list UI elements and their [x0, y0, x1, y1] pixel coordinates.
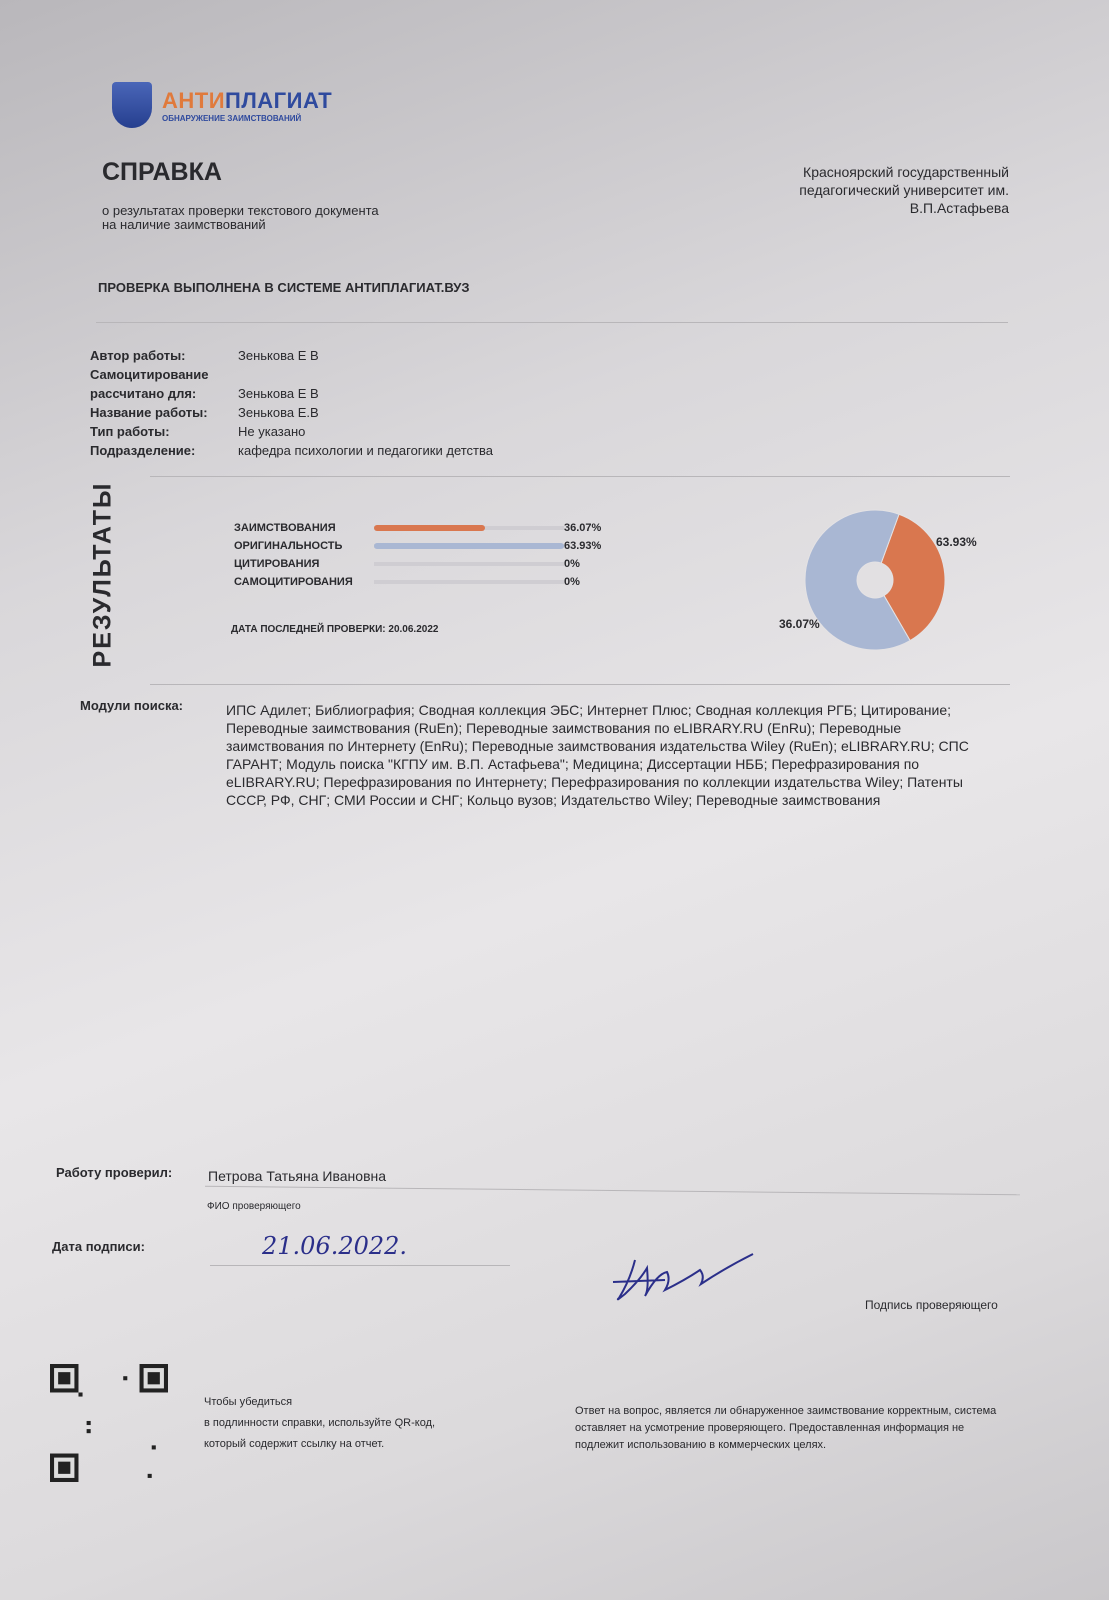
meta-row — [90, 384, 493, 403]
document-subtitle — [102, 204, 482, 232]
meta-value: Не указано — [238, 424, 306, 439]
metric-row — [234, 555, 624, 573]
metric-value: 0% — [564, 576, 580, 588]
qr-text-line: который содержит ссылку на отчет. — [204, 1438, 385, 1450]
logo-part1: АНТИ — [162, 88, 226, 113]
metric-row — [234, 519, 624, 537]
metric-row — [234, 537, 624, 555]
modules-label: Модули поиска: — [80, 698, 184, 713]
checked-by-value: Петрова Татьяна Ивановна — [208, 1168, 387, 1184]
fio-caption: ФИО проверяющего — [207, 1201, 301, 1212]
meta-row — [90, 403, 493, 422]
results-donut-chart — [800, 505, 950, 655]
logo-part2: ПЛАГИАТ — [225, 88, 333, 113]
metric-label: ОРИГИНАЛЬНОСТЬ — [234, 540, 343, 552]
signature-date-label: Дата подписи: — [52, 1239, 145, 1254]
meta-label: Автор работы: — [90, 348, 186, 363]
divider — [150, 684, 1010, 685]
metric-bar-track — [374, 580, 564, 584]
donut-label-original: 63.93% — [936, 535, 977, 549]
metric-value: 63.93% — [564, 540, 602, 552]
org-line: В.П.Астафьева — [909, 200, 1009, 216]
divider — [96, 322, 1008, 323]
meta-row — [90, 346, 493, 365]
document-title: СПРАВКА — [102, 158, 222, 186]
qr-instructions — [204, 1392, 514, 1455]
work-metadata — [90, 346, 493, 460]
org-line: Красноярский государственный — [803, 164, 1009, 180]
qr-code[interactable] — [50, 1364, 168, 1482]
handwritten-signature — [605, 1250, 765, 1310]
antiplagiat-logo — [162, 88, 332, 114]
organization — [709, 163, 1009, 217]
signature-date-value: 21.06.2022. — [262, 1232, 408, 1260]
meta-label: Название работы: — [90, 405, 208, 420]
org-line: педагогический университет им. — [799, 182, 1009, 198]
divider — [210, 1265, 510, 1266]
signature-caption: Подпись проверяющего — [865, 1298, 998, 1312]
subtitle-line: о результатах проверки текстового документа — [102, 203, 379, 218]
meta-value: Зенькова Е В — [238, 348, 319, 363]
meta-label: Тип работы: — [90, 424, 170, 439]
meta-label: Самоцитирование — [90, 367, 209, 382]
divider — [150, 476, 1010, 477]
antiplagiat-logo-shield-icon — [112, 82, 152, 128]
subtitle-line: на наличие заимствований — [102, 217, 266, 232]
meta-value: Зенькова Е В — [238, 386, 319, 401]
last-check-date: ДАТА ПОСЛЕДНЕЙ ПРОВЕРКИ: 20.06.2022 — [231, 624, 439, 635]
system-statement: ПРОВЕРКА ВЫПОЛНЕНА В СИСТЕМЕ АНТИПЛАГИАТ.ВУЗ — [98, 280, 470, 295]
qr-text-line: Чтобы убедиться — [204, 1396, 293, 1408]
meta-row — [90, 365, 493, 384]
meta-label: рассчитано для: — [90, 386, 197, 401]
meta-row — [90, 422, 493, 441]
donut-label-borrowed: 36.07% — [779, 617, 820, 631]
metric-bar-fill — [374, 525, 485, 531]
results-heading: РЕЗУЛЬТАТЫ — [88, 481, 117, 668]
checked-by-label: Работу проверил: — [56, 1165, 173, 1180]
metric-label: САМОЦИТИРОВАНИЯ — [234, 576, 353, 588]
metric-label: ЦИТИРОВАНИЯ — [234, 558, 320, 570]
divider — [205, 1186, 1020, 1196]
logo-tagline: ОБНАРУЖЕНИЕ ЗАИМСТВОВАНИЙ — [162, 114, 302, 123]
meta-row — [90, 441, 493, 460]
metric-value: 0% — [564, 558, 580, 570]
metric-value: 36.07% — [564, 522, 602, 534]
meta-label: Подразделение: — [90, 443, 196, 458]
results-metrics — [234, 519, 624, 591]
metric-bar-track — [374, 544, 564, 548]
modules-list: ИПС Адилет; Библиография; Сводная коллекция ЭБС; Интернет Плюс; Сводная коллекция РГБ; Цитирование; Переводные заимствования (RuEn); Переводные заимствования по eLIBRARY.RU (EnRu); Переводные заимствования по Интернету (EnRu); Переводные заимствования издательства Wiley (RuEn); eLIBRARY.RU; СПС ГАРАНТ; Модуль поиска "КГПУ им. В.П. Астафьева"; Медицина; Диссертации НББ; Перефразирования по eLIBRARY.RU; Перефразирования по Интернету; Перефразирования по коллекции издательства Wiley; Патенты СССР, РФ, СНГ; СМИ России и СНГ; Кольцо вузов; Издательство Wiley; Переводные заимствования — [226, 702, 969, 808]
meta-value: кафедра психологии и педагогики детства — [238, 443, 493, 458]
metric-row — [234, 573, 624, 591]
metric-bar-track — [374, 562, 564, 566]
metric-bar-track — [374, 526, 564, 530]
metric-label: ЗАИМСТВОВАНИЯ — [234, 522, 336, 534]
qr-text-line: в подлинности справки, используйте QR-код, — [204, 1417, 436, 1429]
disclaimer-note: Ответ на вопрос, является ли обнаруженное заимствование корректным, система оставляет на усмотрение проверяющего. Предоставленная информация не подлежит использованию в коммерческих целях. — [575, 1405, 997, 1451]
meta-value: Зенькова Е.В — [238, 405, 319, 420]
metric-bar-fill — [374, 543, 564, 549]
